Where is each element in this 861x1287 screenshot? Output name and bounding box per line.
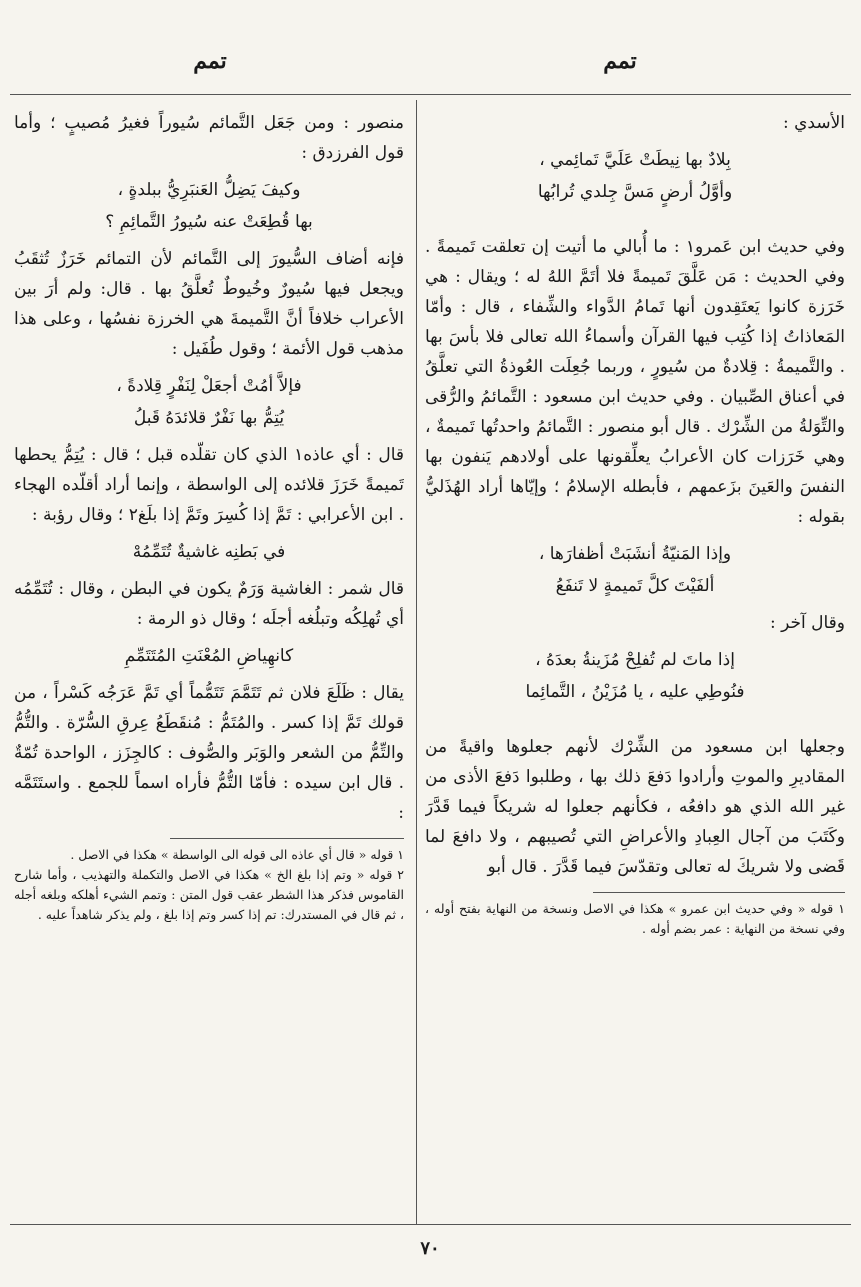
footnote-rule — [170, 838, 404, 839]
left-paragraph-1: منصور : ومن جَعَل التَّمائم سُيوراً فغيرُ مُصيبٍ ؛ وأما قول الفرزدق : — [14, 113, 404, 163]
page-number: ٧٠ — [420, 1238, 440, 1259]
column-divider — [416, 100, 417, 1224]
left-verse-4: كانهِياضِ المُعْنَتِ المُتَتَمِّمِ — [124, 646, 294, 666]
right-verse-1 — [425, 144, 845, 208]
right-intro: الأسدي : — [782, 113, 845, 133]
top-rule — [10, 94, 851, 95]
bottom-rule — [10, 1224, 851, 1225]
verse-line: فنُوطِي عليه ، يا مُزَيْنُ ، التَّمائِما — [525, 682, 745, 702]
verse-line: وأوَّلُ أرضٍ مَسَّ جِلدي تُرابُها — [537, 182, 733, 202]
verse-line: بِلادٌ بها نِيطَتْ عَلَيَّ تَمائِمي ، — [539, 150, 731, 170]
right-paragraph-3: وجعلها ابن مسعود من الشِّرْك لأنهم جعلوها واقيةً من المقاديرِ والموتِ وأرادوا دَفعَ ذلك بها ، وطلبوا دَفعَ الأذى من غير الله الذي هو دافعُه ، فكأنهم جعلوا له شريكاً فيما قَدَّرَ وكَتَبَ من آجال العِبادِ والأعراضِ التي تُصيبهم ، ولا دافعَ لما قَضى ولا شريكَ له تعالى وتقدّسَ فيما قَدَّرَ . قال أبو — [425, 737, 845, 877]
left-paragraph-4: قال شمر : الغاشية وَرَمٌ يكون في البطن ، وقال : تُتَمِّمُه أي تُهلِكُه وتبلُغه أجلَه ؛ وقال ذو الرمة : — [14, 579, 404, 629]
left-paragraph-2: فإنه أضاف السُّيورَ إلى التَّمائم لأن التمائم خَرَزٌ تُثقَبُ ويجعل فيها سُيورٌ وخُيوطٌ تُعلَّقُ بها . قال: ولم أرَ بين الأعراب خلافاً أنَّ التَّميمةَ هي الخرزة نفسُها ، وعلى هذا مذهب قول الأئمة ؛ وقول طُفَيل : — [14, 249, 404, 359]
running-header-right: تمم — [603, 48, 637, 74]
verse-line: وكيفَ يَضِلُّ العَنبَرِيُّ ببلدةٍ ، — [117, 180, 301, 200]
right-column — [425, 108, 845, 1218]
right-verse-2 — [425, 538, 845, 602]
left-verse-1 — [14, 174, 404, 238]
left-verse-3: في بَطنِه غاشيةٌ تُتَمِّمُهْ — [132, 542, 286, 562]
verse-line: وإذا المَنيّةُ أنشَبَتْ أظفارَها ، — [538, 544, 732, 564]
left-verse-2 — [14, 370, 404, 434]
left-paragraph-3: قال : أي عاذه١ الذي كان تقلّده قبل ؛ قال : يُتِمُّ يحطها تَميمةً خَرَزَ قلائده إلى الواسطة ، وإنما أراد أقلّده الهجاء . ابن الأعرابي : تَمَّ إذا كُسِرَ وتَمَّ إذا بلَغ٢ ؛ وقال رؤبة : — [14, 445, 404, 525]
right-footnote-1: ١ قوله « وفي حديث ابن عمرو » هكذا في الاصل ونسخة من النهاية بفتح أوله ، وفي نسخة من النهاية : عمر بضم أوله . — [425, 901, 845, 936]
right-paragraph-2: وقال آخر : — [769, 613, 845, 633]
left-column — [14, 108, 404, 1218]
left-footnote-1: ١ قوله « قال أي عاذه الى قوله الى الواسطة » هكذا في الاصل . — [70, 847, 404, 862]
verse-line: يُتِمُّ بها نَفْرٌ قلائدَهُ قَبلُ — [133, 408, 285, 428]
left-paragraph-5: يقال : ظَلَعَ فلان ثم تَتَمَّمَ تَتَمُّماً أي تَمَّ عَرَجُه كَسْراً ، من قولك تَمَّ إذا كسر . والمُتَمُّ : مُنقَطَعُ عِرقِ السُّرّة . والتُّمُّ والتِّمُّ من الشعر والوَبَر والصُّوف : كالجِزَز ، الواحدة تُمّةٌ . قال ابن سيده : فأمّا التُّمُّ فأراه اسماً للجمع . واستَتَمَّه : — [14, 683, 404, 823]
verse-line: بها قُطِعَتْ عنه سُيورُ التَّمائِمِ ؟ — [105, 212, 313, 232]
footnote-rule — [593, 892, 845, 893]
left-footnote-2: ٢ قوله « وتم إذا بلغ الخ » هكذا في الاصل والتكملة والتهذيب ، وأما شارح القاموس فذكر هذا الشطر عقب قول المتن : وتمم الشيء أهلكه وبلغه أجله ، ثم قال في المستدرك: تم إذا كسر وتم إذا بلغ ، ولم يذكر شاهداً عليه . — [14, 867, 404, 922]
right-verse-3 — [425, 644, 845, 708]
running-header-left: تمم — [193, 48, 227, 74]
verse-line: فإلاَّ أمُتْ أجعَلْ لِنَفْرٍ قِلادةً ، — [116, 376, 302, 396]
verse-line: ألفَيْتَ كلَّ تَميمةٍ لا تَنفَعُ — [555, 576, 715, 596]
right-paragraph-1: وفي حديث ابن عَمرو١ : ما أُبالي ما أتيت إن تعلقت تَميمةً . وفي الحديث : مَن عَلَّقَ تَميمةً فلا أتَمَّ اللهُ له ؛ ويقال : هي خَرَزة كانوا يَعتَقِدون أنها تَمامُ الدَّواء والشِّفاء ، قال : وأمّا المَعاذاتُ إذا كُتِب فيها القرآن وأسماءُ الله تعالى فلا بأسَ بها . والتَّميمةُ : قِلادةٌ من سُيورٍ ، وربما جُعِلَت العُوذةُ التي تعلَّقُ في أعناق الصِّبيان . وفي حديث ابن مسعود : التَّمائمُ والرُّقى والتِّوَلةُ من الشِّرْك . قال أبو منصور : التَّمائمُ واحدتُها تَميمةٌ ، وهي خَرَزات كان الأعرابُ يعلِّقونها على أولادهم يَنفون بها النفسَ والعَينَ بزَعمهم ، فأبطله الإسلامُ ؛ وإيّاها أراد الهُذَليُّ بقوله : — [425, 237, 845, 527]
verse-line: إذا ماتَ لم تُفلِحْ مُزَينةُ بعدَهُ ، — [535, 650, 735, 670]
